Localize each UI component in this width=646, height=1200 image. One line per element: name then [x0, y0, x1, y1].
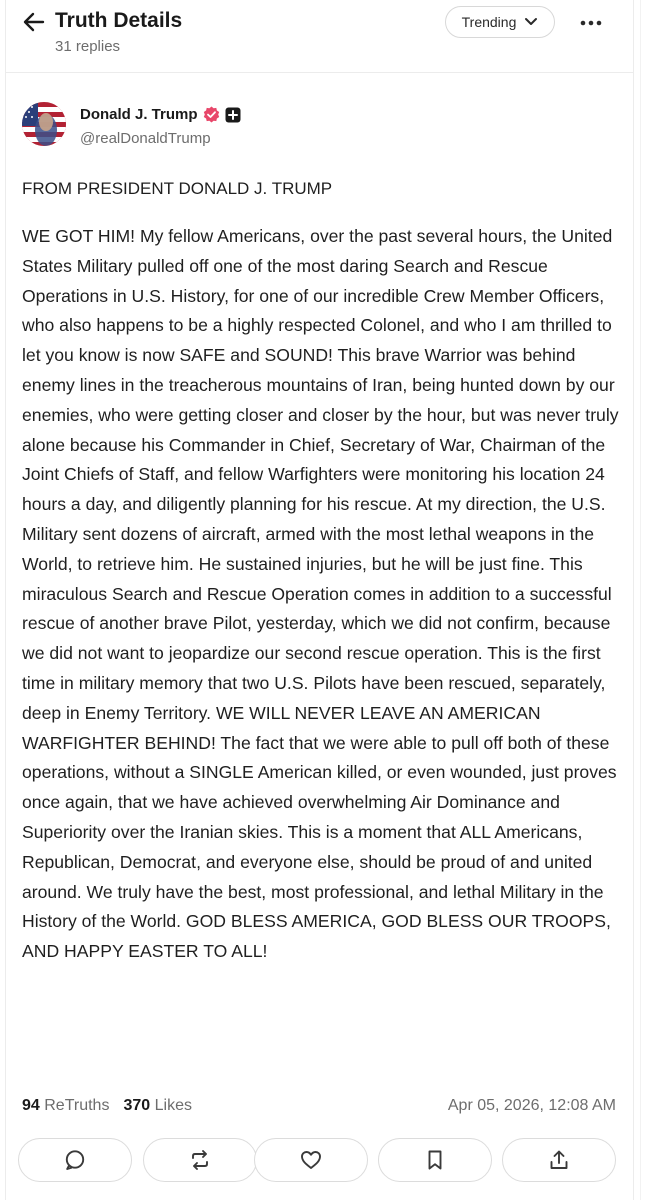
frame-border-right-outer	[640, 0, 641, 1200]
author-name: Donald J. Trump	[80, 106, 198, 123]
header-divider	[6, 72, 633, 73]
avatar[interactable]	[22, 102, 66, 146]
feed-sort-dropdown[interactable]	[445, 6, 555, 38]
bookmark-button[interactable]	[378, 1138, 492, 1182]
author-handle[interactable]: @realDonaldTrump	[80, 130, 211, 147]
post-body: WE GOT HIM! My fellow Americans, over the past several hours, the United States Military pulled off one of the most daring Search and Rescue Operations in U.S. History, for one of our incredible Crew Member Officers, who also happens to be a highly respected Colonel, and who I am thrilled to let you know is now SAFE and SOUND! This brave Warrior was behind enemy lines in the treacherous mountains of Iran, being hunted down by our enemies, who were getting closer and closer by the hour, but was never truly alone because his Commander in Chief, Secretary of War, Chairman of the Joint Chiefs of Staff, and fellow Warfighters were monitoring his location 24 hours a day, and diligently planning for his rescue. At my direction, the U.S. Military sent dozens of aircraft, armed with the most lethal weapons in the World, to retrieve him. He sustained injuries, but he will be just fine. This miraculous Search and Rescue Operation comes in addition to a successful rescue of another brave Pilot, yesterday, which we did not confirm, because we did not want to jeopardize our second rescue operation. This is the first time in military memory that two U.S. Pilots have been rescued, separately, deep in Enemy Territory. WE WILL NEVER LEAVE AN AMERICAN WARFIGHTER BEHIND! The fact that we were able to pull off both of these operations, without a SINGLE American killed, or even wounded, just proves once again, that we have achieved overwhelming Air Dominance and Superiority over the Iranian skies. This is a moment that ALL Americans, Republican, Democrat, and everyone else, should be proud of and united around. We truly have the best, most professional, and lethal Military in the History of the World. GOD BLESS AMERICA, GOD BLESS OUR TROOPS, AND HAPPY EASTER TO ALL!	[22, 226, 619, 962]
avatar-flag-portrait-image	[22, 102, 66, 146]
arrow-left-icon	[23, 12, 45, 32]
frame-border-right	[633, 0, 634, 1200]
retruths-label: ReTruths	[44, 1097, 110, 1114]
share-icon	[548, 1149, 570, 1171]
more-options-button[interactable]	[574, 8, 608, 38]
post-actions-bar	[18, 1138, 618, 1182]
repost-icon	[189, 1149, 211, 1171]
more-horizontal-icon	[580, 20, 602, 26]
frame-border-left	[5, 0, 6, 1200]
replies-count: 31 replies	[55, 38, 121, 55]
likes-label: Likes	[154, 1097, 192, 1114]
author-name-row[interactable]	[80, 106, 241, 123]
likes-count: 370	[123, 1097, 151, 1114]
likes-stat[interactable]	[123, 1097, 192, 1115]
post-heading: FROM PRESIDENT DONALD J. TRUMP	[22, 179, 333, 198]
post-timestamp: Apr 05, 2026, 12:08 AM	[447, 1097, 616, 1114]
page-header	[0, 0, 646, 70]
post-stats	[22, 1097, 192, 1115]
verified-badge-icon	[203, 106, 220, 123]
retruths-stat[interactable]	[22, 1097, 109, 1115]
retruths-count: 94	[22, 1097, 40, 1114]
share-button[interactable]	[502, 1138, 616, 1182]
chevron-down-icon	[524, 17, 538, 27]
comment-icon	[64, 1149, 86, 1171]
back-button[interactable]	[20, 10, 48, 34]
bookmark-icon	[424, 1149, 446, 1171]
page-title: Truth Details	[55, 9, 183, 32]
plus-badge-icon	[225, 107, 241, 123]
like-button[interactable]	[254, 1138, 368, 1182]
heart-icon	[300, 1149, 322, 1171]
reply-button[interactable]	[18, 1138, 132, 1182]
feed-sort-label: Trending	[461, 14, 517, 30]
retruth-button[interactable]	[143, 1138, 257, 1182]
